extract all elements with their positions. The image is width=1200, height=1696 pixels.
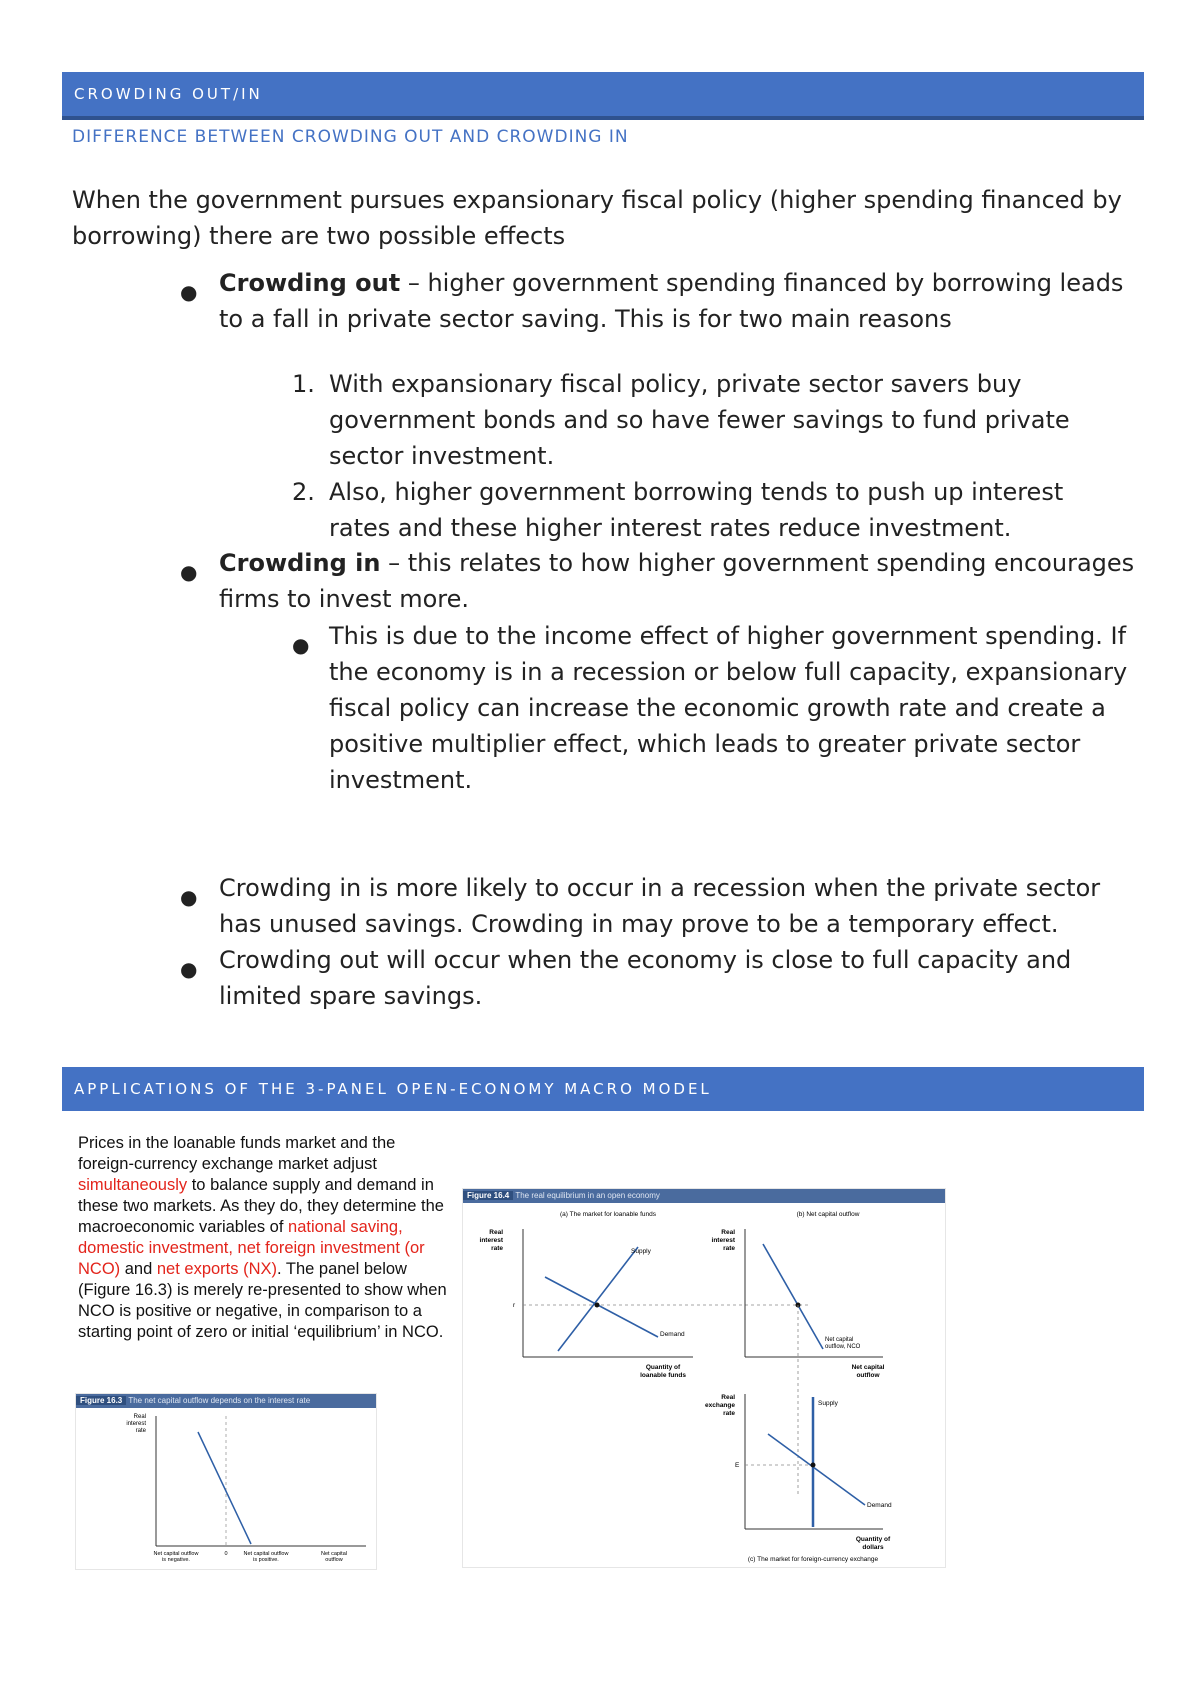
x-mid-label: Net capital outflow: [243, 1551, 289, 1557]
y-axis-label-line: Real: [133, 1414, 146, 1420]
demand-curve: [768, 1434, 865, 1505]
e-label: E: [735, 1462, 740, 1469]
para-highlight: national saving, domestic investment, net foreign investment (or NCO): [78, 1218, 425, 1278]
bullet-icon: ●: [180, 885, 198, 909]
y-axis-label-line: interest: [126, 1421, 146, 1427]
x-label: loanable funds: [640, 1372, 686, 1379]
x-left-label: Net capital outflow: [153, 1551, 199, 1557]
section-band-crowding: [62, 72, 1144, 116]
crowding-out-text: – higher government spending financed by borrowing leads to a fall in private sector saving. This is for two main reasons: [219, 269, 1124, 333]
y-label: interest: [479, 1237, 503, 1244]
subheading: DIFFERENCE BETWEEN CROWDING OUT AND CROWDING IN: [72, 127, 629, 147]
bullet-icon: ●: [180, 280, 198, 304]
x-left-label: is negative.: [162, 1557, 190, 1563]
y-label: Real: [489, 1229, 503, 1236]
demand-curve: [545, 1277, 658, 1337]
list-number: 1.: [292, 370, 315, 398]
y-label: Real: [721, 1394, 735, 1401]
bullet-icon: ●: [180, 957, 198, 981]
y-label: Real: [721, 1229, 735, 1236]
y-label: exchange: [705, 1402, 735, 1409]
bullet-icon: ●: [180, 560, 198, 584]
section-title: APPLICATIONS OF THE 3-PANEL OPEN-ECONOMY MACRO MODEL: [74, 1080, 712, 1098]
x-right-label: Net capital: [321, 1551, 347, 1557]
reason-item: With expansionary fiscal policy, private sector savers buy government bonds and so have fewer savings to fund private sector investment.: [329, 370, 1070, 470]
x-label: dollars: [862, 1544, 884, 1551]
para-text: and: [120, 1260, 157, 1278]
nco-curve: [763, 1244, 823, 1349]
x-right-label: outflow: [325, 1557, 343, 1563]
para-highlight: net exports (NX): [156, 1260, 277, 1278]
r-label: r: [513, 1302, 516, 1309]
panel-c-title: (c) The market for foreign-currency exchange: [747, 1556, 879, 1563]
x-label: outflow: [856, 1372, 880, 1379]
list-number: 2.: [292, 478, 315, 506]
reason-item: Also, higher government borrowing tends to push up interest rates and these higher interest rates reduce investment.: [329, 478, 1064, 542]
para-highlight: simultaneously: [78, 1176, 188, 1194]
nco-curve: [198, 1432, 251, 1544]
y-label: interest: [711, 1237, 735, 1244]
note-item: Crowding in is more likely to occur in a recession when the private sector has unused savings. Crowding in may prove to be a temporary effect.: [219, 874, 1101, 938]
y-label: rate: [723, 1410, 735, 1417]
x-label: Quantity of: [645, 1364, 681, 1371]
supply-label: Supply: [631, 1248, 651, 1255]
panel-a-title: (a) The market for loanable funds: [560, 1211, 656, 1218]
para-text: to balance supply and demand in these two markets. As they do, they determine the macroeconomic variables of: [78, 1176, 444, 1236]
nco-curve-label: outflow, NCO: [825, 1344, 861, 1350]
x-label: Net capital: [851, 1364, 885, 1371]
figure-tag: Figure 16.3: [76, 1396, 126, 1405]
crowding-in-detail: This is due to the income effect of higher government spending. If the economy is in a recession or below full capacity, expansionary fiscal policy can increase the economic growth rate and create a positive multiplier effect, which leads to greater private sector investment.: [329, 622, 1128, 794]
crowding-in-text: – this relates to how higher government spending encourages firms to invest more.: [219, 549, 1135, 613]
demand-label: Demand: [660, 1331, 685, 1338]
x-mid-label: is positive.: [253, 1557, 279, 1563]
panel-b-title: (b) Net capital outflow: [796, 1211, 860, 1218]
figure-tag: Figure 16.4: [463, 1191, 513, 1200]
section-title: CROWDING OUT/IN: [74, 85, 263, 103]
term-crowding-in: Crowding in: [219, 549, 381, 577]
figure-16-4-chart: [463, 1189, 945, 1567]
supply-curve: [558, 1247, 638, 1351]
section-band-applications: [62, 1067, 1144, 1111]
bullet-icon: ●: [292, 633, 310, 657]
zero-label: 0: [224, 1551, 228, 1557]
para-text: . The panel below (Figure 16.3) is merely re-presented to show when NCO is positive or negative, in comparison to a starting point of zero or initial ‘equilibrium’ in NCO.: [78, 1260, 447, 1341]
figure-16-4: [462, 1188, 946, 1568]
note-item: Crowding out will occur when the economy is close to full capacity and limited spare savings.: [219, 946, 1072, 1010]
y-label: rate: [491, 1245, 503, 1252]
intro-paragraph: When the government pursues expansionary fiscal policy (higher spending financed by borrowing) there are two possible effects: [72, 186, 1122, 250]
x-label: Quantity of: [855, 1536, 891, 1543]
figure-title: The real equilibrium in an open economy: [515, 1191, 660, 1200]
list-item-crowding-in: [219, 545, 1144, 617]
supply-label: Supply: [818, 1400, 838, 1407]
figure-16-3-chart: [76, 1394, 376, 1569]
term-crowding-out: Crowding out: [219, 269, 401, 297]
nco-curve-label: Net capital: [825, 1337, 854, 1343]
equilibrium-point: [811, 1463, 816, 1468]
equilibrium-point: [595, 1303, 600, 1308]
y-label: rate: [723, 1245, 735, 1252]
figure-16-3: [75, 1393, 377, 1570]
list-item-crowding-out: [219, 265, 1144, 337]
figure-title: The net capital outflow depends on the interest rate: [128, 1396, 311, 1405]
demand-label: Demand: [867, 1502, 892, 1509]
y-axis-label-line: rate: [135, 1428, 146, 1434]
para-text: Prices in the loanable funds market and the foreign-currency exchange market adjust: [78, 1134, 396, 1173]
